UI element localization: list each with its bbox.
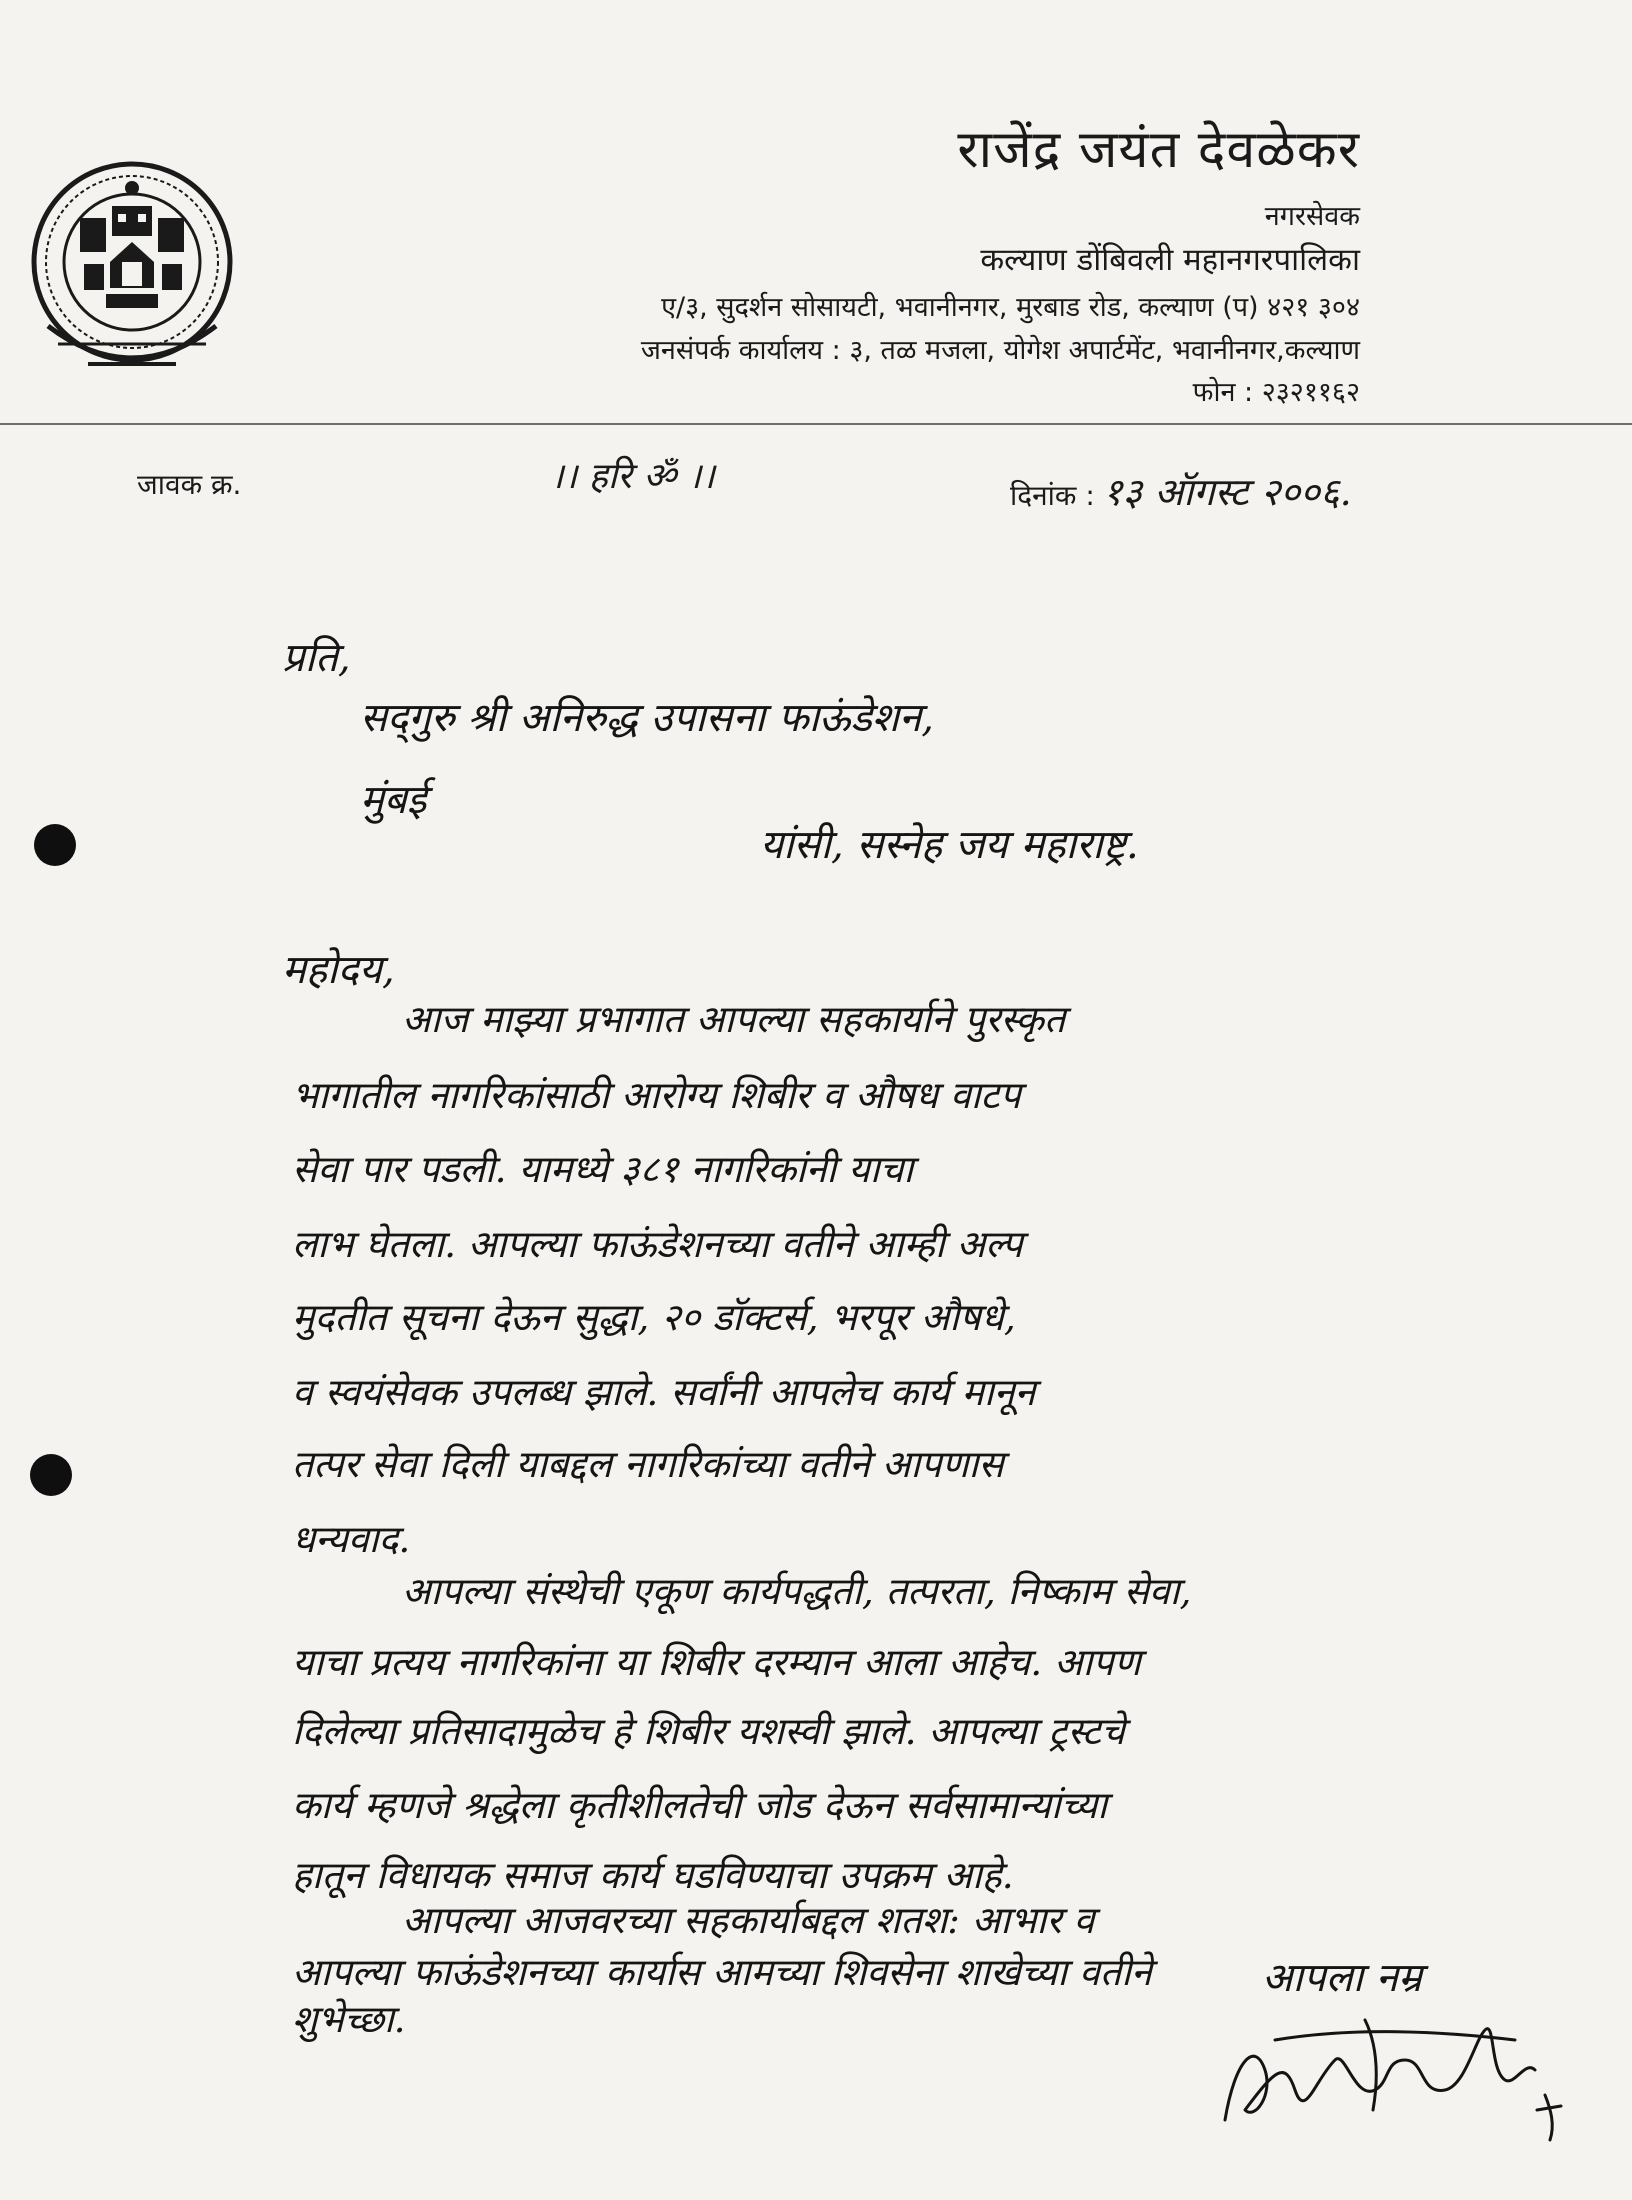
body-line: तत्पर सेवा दिली याबद्दल नागरिकांच्या वतीने आपणास — [292, 1442, 1004, 1486]
recipient-label: प्रति, — [282, 635, 351, 681]
body-line: मुदतीत सूचना देऊन सुद्धा, २० डॉक्टर्स, भरपूर औषधे, — [292, 1295, 1016, 1339]
body-line: दिलेल्या प्रतिसादामुळेच हे शिबीर यशस्वी झाले. आपल्या ट्रस्टचे — [292, 1709, 1125, 1753]
greeting: यांसी, सस्नेह जय महाराष्ट्र. — [760, 822, 1139, 868]
letterhead-organization: कल्याण डोंबिवली महानगरपालिका — [980, 242, 1360, 278]
letterhead-role: नगरसेवक — [1264, 201, 1360, 232]
body-line: भागातील नागरिकांसाठी आरोग्य शिबीर व औषध वाटप — [292, 1073, 1021, 1117]
body-line: आपल्या आजवरच्या सहकार्याबद्दल शतश: आभार व — [402, 1898, 1095, 1942]
letterhead-name: राजेंद्र जयंत देवळेकर — [957, 120, 1360, 180]
body-line: आपल्या फाऊंडेशनच्या कार्यास आमच्या शिवसेना शाखेच्या वतीने — [292, 1950, 1152, 1994]
letterhead-address: ए/३, सुदर्शन सोसायटी, भवानीनगर, मुरबाड रोड, कल्याण (प) ४२१ ३०४ — [661, 292, 1360, 323]
body-line: आपल्या संस्थेची एकूण कार्यपद्धती, तत्परता, निष्काम सेवा, — [402, 1569, 1192, 1613]
body-line: याचा प्रत्यय नागरिकांना या शिबीर दरम्यान आला आहेच. आपण — [292, 1640, 1141, 1684]
closing: आपला नम्र — [1262, 1955, 1422, 2001]
reference-number-label: जावक क्र. — [137, 468, 242, 501]
letterhead-office: जनसंपर्क कार्यालय : ३, तळ मजला, योगेश अपार्टमेंट, भवानीनगर,कल्याण — [640, 335, 1360, 366]
body-line: आज माझ्या प्रभागात आपल्या सहकार्याने पुरस्कृत — [402, 997, 1066, 1041]
letterhead-phone: फोन : २३२११६२ — [1192, 377, 1360, 408]
punch-hole — [34, 824, 76, 866]
date-label: दिनांक : — [1010, 479, 1095, 512]
municipal-seal-icon — [18, 158, 246, 378]
body-line: सेवा पार पडली. यामध्ये ३८१ नागरिकांनी याचा — [292, 1147, 914, 1191]
recipient-city: मुंबई — [360, 777, 427, 823]
body-line: हातून विधायक समाज कार्य घडविण्याचा उपक्रम आहे. — [292, 1853, 1014, 1897]
invocation: ।। हरि ॐ ।। — [550, 456, 715, 497]
date-line — [1010, 465, 1352, 517]
body-line: कार्य म्हणजे श्रद्धेला कृतीशीलतेची जोड देऊन सर्वसामान्यांच्या — [292, 1783, 1108, 1827]
signature-icon — [1215, 2000, 1575, 2150]
body-line: शुभेच्छा. — [292, 1997, 406, 2041]
body-line: धन्यवाद. — [292, 1517, 411, 1561]
body-line: व स्वयंसेवक उपलब्ध झाले. सर्वांनी आपलेच कार्य मानून — [292, 1370, 1036, 1414]
letterhead-divider — [0, 423, 1632, 425]
punch-hole — [30, 1454, 72, 1496]
salutation: महोदय, — [282, 947, 395, 993]
recipient-name: सद्‌गुरु श्री अनिरुद्ध उपासना फाऊंडेशन, — [360, 695, 934, 741]
date-value: १३ ऑगस्ट २००६. — [1102, 470, 1352, 514]
body-line: लाभ घेतला. आपल्या फाऊंडेशनच्या वतीने आम्ही अल्प — [292, 1222, 1023, 1266]
